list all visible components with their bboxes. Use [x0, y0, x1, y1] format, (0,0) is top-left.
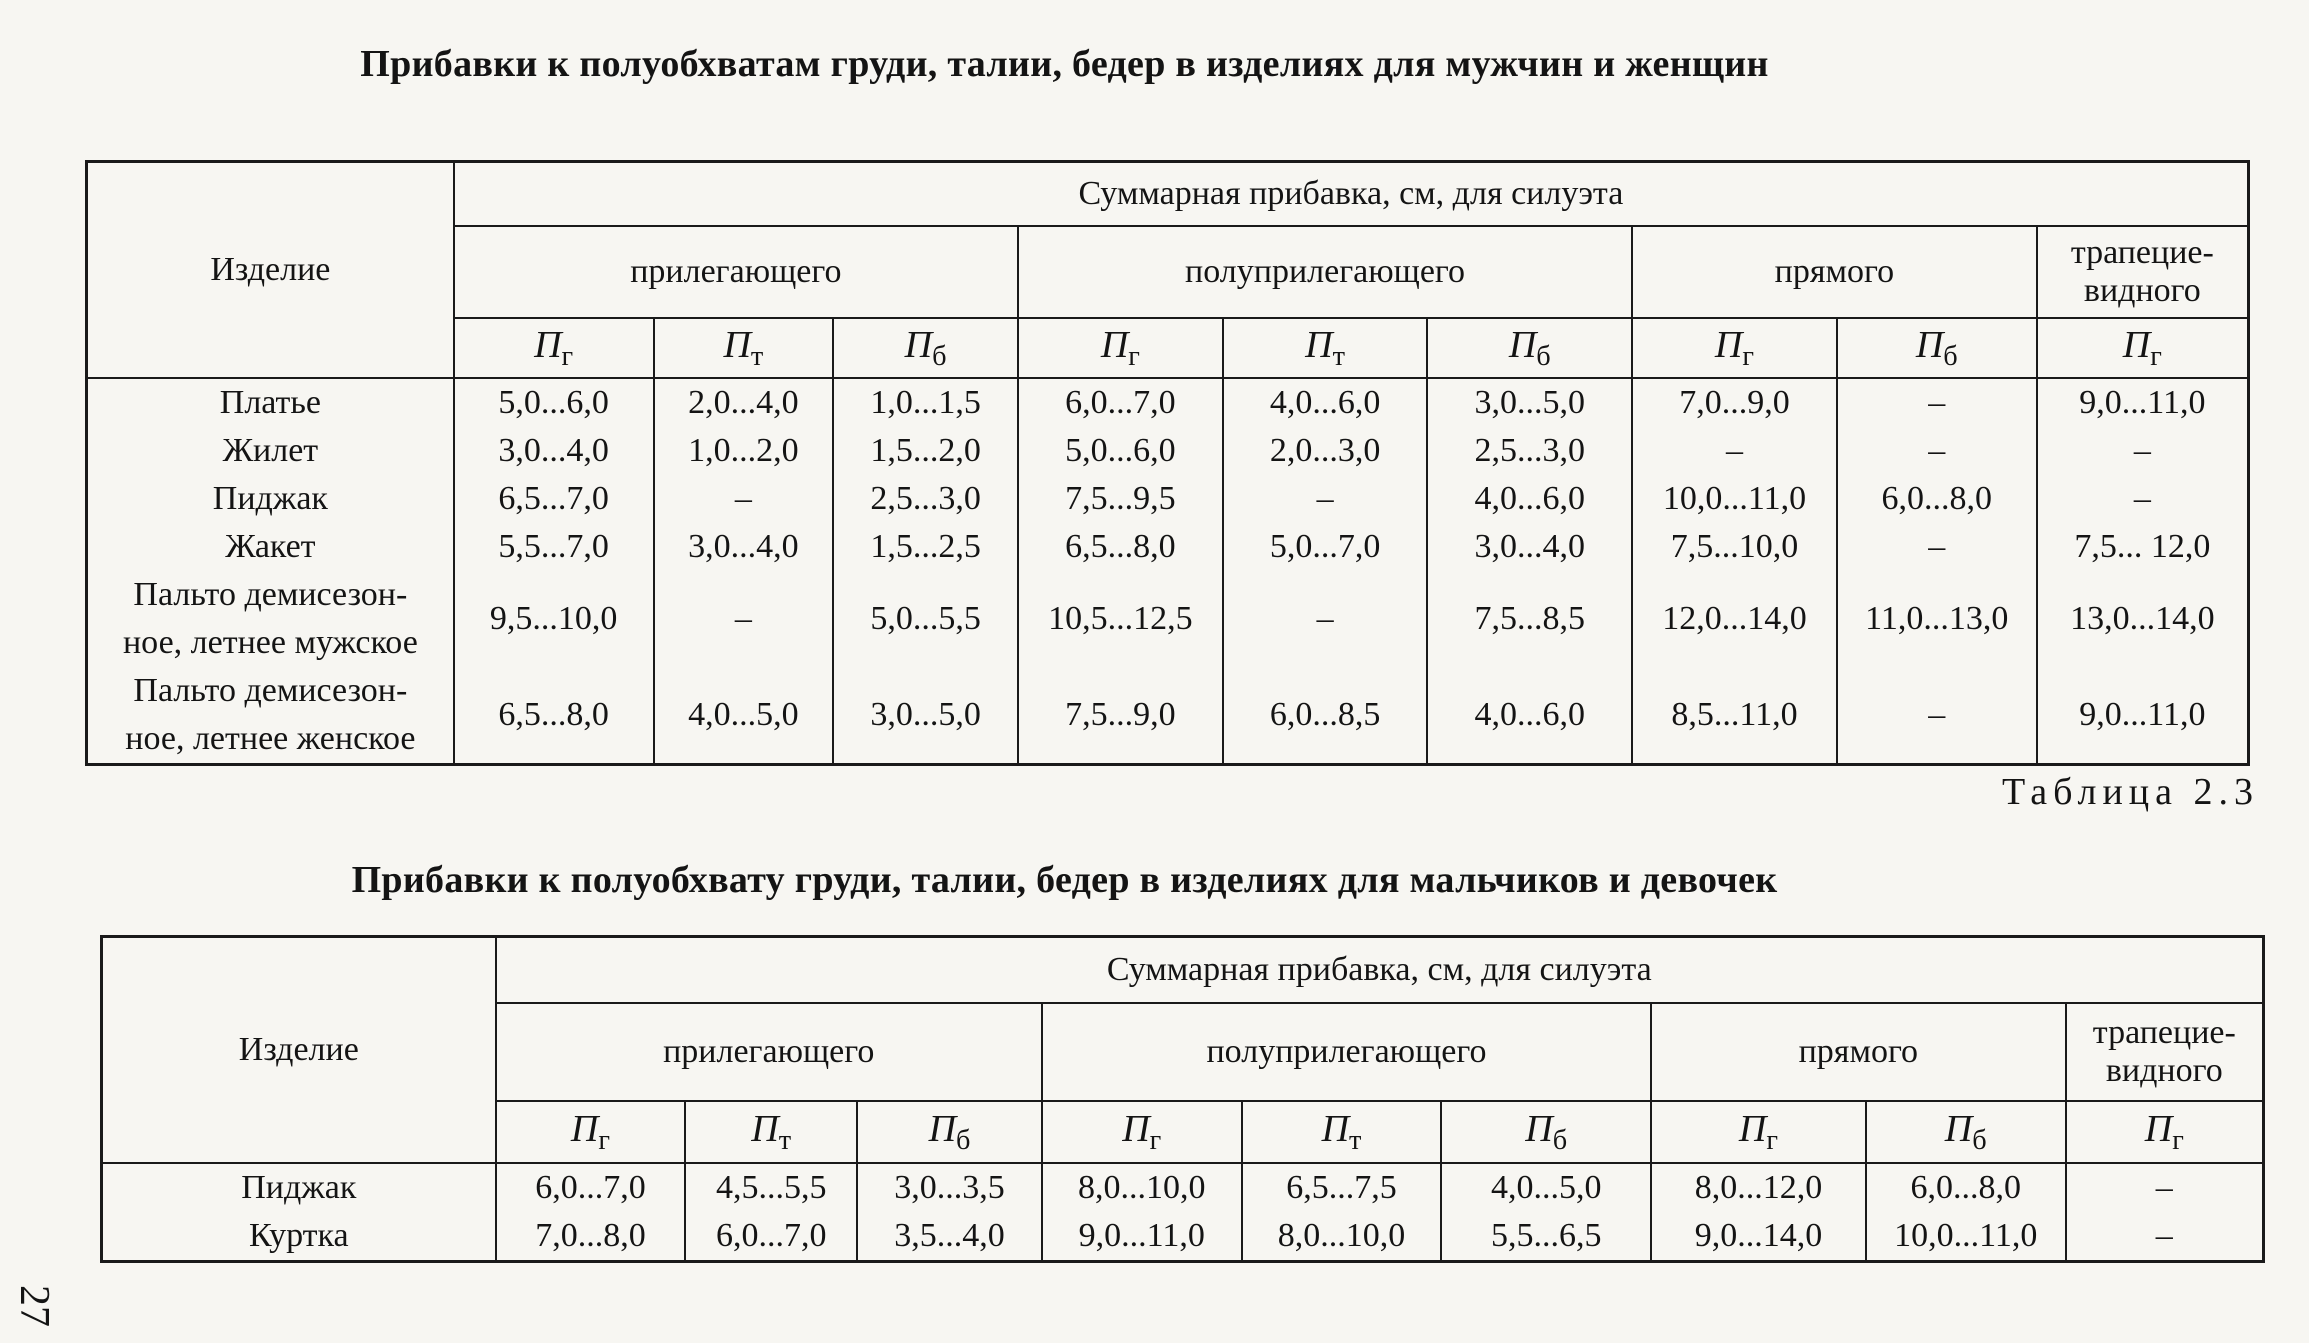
- table-cell: 8,5...11,0: [1671, 695, 1798, 733]
- table-cell: 2,0...3,0: [1269, 431, 1381, 469]
- symbol-letter: П: [1944, 1107, 1973, 1150]
- table-cell: –: [1928, 383, 1946, 421]
- group-header: Суммарная прибавка, см, для силуэта: [496, 937, 2264, 1003]
- value-column: [454, 378, 654, 765]
- item-names-column: [87, 378, 454, 765]
- item-name: Пиджак: [241, 1168, 357, 1206]
- value-column: [1427, 378, 1632, 765]
- table-cell: 13,0...14,0: [2070, 599, 2215, 637]
- silhouette-trapeze-line1: трапецие-: [2092, 1013, 2236, 1051]
- symbol-header: [1866, 1101, 2066, 1163]
- value-column: [1242, 1163, 1442, 1262]
- value-column: [654, 378, 834, 765]
- table-cell: 6,5...8,0: [498, 695, 609, 733]
- table-cell: –: [1725, 431, 1743, 469]
- symbol-header: [833, 318, 1018, 378]
- table-cell: 10,5...12,5: [1048, 599, 1193, 637]
- value-column: [1441, 1163, 1651, 1262]
- value-column: [833, 378, 1018, 765]
- symbol-header: [1651, 1101, 1866, 1163]
- group-header: Суммарная прибавка, см, для силуэта: [454, 162, 2249, 226]
- symbol-letter: П: [723, 323, 751, 366]
- item-name: Пиджак: [212, 479, 328, 517]
- silhouette-trapeze-line2: видного: [2083, 271, 2201, 309]
- table-cell: 5,5...7,0: [498, 527, 609, 565]
- item-name: ное, летнее мужское: [122, 623, 418, 661]
- table-cell: –: [1928, 695, 1946, 733]
- symbol-letter: П: [1100, 323, 1129, 366]
- table-cell: 8,0...12,0: [1694, 1168, 1823, 1206]
- table-cell: 5,5...6,5: [1490, 1216, 1602, 1254]
- table-cell: 6,0...7,0: [535, 1168, 646, 1206]
- table-cell: 3,0...5,0: [1474, 383, 1585, 421]
- symbol-subscript: г: [1766, 1124, 1778, 1156]
- symbol-subscript: б: [1552, 1124, 1568, 1156]
- table-cell: 4,5...5,5: [715, 1168, 827, 1206]
- table-cell: 8,0...10,0: [1277, 1216, 1406, 1254]
- symbol-subscript: т: [778, 1124, 792, 1156]
- table-cell: 3,5...4,0: [894, 1216, 1005, 1254]
- item-name: ное, летнее женское: [125, 719, 416, 757]
- item-name: Куртка: [248, 1216, 349, 1254]
- table1: [85, 160, 2250, 766]
- table-cell: 3,0...5,0: [870, 695, 981, 733]
- table-cell: 7,0...8,0: [535, 1216, 646, 1254]
- symbol-letter: П: [570, 1107, 599, 1150]
- table-cell: 6,0...8,0: [1910, 1168, 2021, 1206]
- value-column: [1651, 1163, 1866, 1262]
- symbol-letter: П: [1508, 323, 1537, 366]
- item-header: Изделие: [102, 937, 496, 1163]
- table-cell: 10,0...11,0: [1894, 1216, 2038, 1254]
- table-cell: 4,0...6,0: [1474, 479, 1585, 517]
- table-cell: 5,0...5,5: [870, 599, 981, 637]
- value-column: [2066, 1163, 2264, 1262]
- table-cell: 6,5...7,0: [498, 479, 609, 517]
- symbol-subscript: б: [1972, 1124, 1987, 1156]
- table-cell: –: [2133, 479, 2151, 517]
- table-cell: 3,0...4,0: [1474, 527, 1585, 565]
- table-cell: 5,0...6,0: [498, 383, 609, 421]
- table-cell: 8,0...10,0: [1078, 1168, 1206, 1206]
- table-cell: 7,5...9,5: [1065, 479, 1176, 517]
- table-cell: 11,0...13,0: [1865, 599, 2009, 637]
- symbol-letter: П: [904, 323, 933, 366]
- symbol-letter: П: [1525, 1107, 1553, 1150]
- silhouette-trapeze: [2037, 226, 2249, 318]
- table-cell: 9,0...11,0: [1078, 1216, 1205, 1254]
- table-cell: 4,0...5,0: [1490, 1168, 1602, 1206]
- table-cell: 9,0...11,0: [2079, 383, 2206, 421]
- table-cell: –: [2155, 1168, 2173, 1206]
- symbol-letter: П: [1915, 323, 1944, 366]
- table-cell: 1,5...2,0: [870, 431, 981, 469]
- value-column: [2037, 378, 2249, 765]
- symbol-header: [1042, 1101, 1242, 1163]
- table-cell: –: [734, 599, 752, 637]
- symbol-header: [1837, 318, 2037, 378]
- value-column: [1632, 378, 1837, 765]
- silhouette-trapeze-line1: трапецие-: [2070, 233, 2214, 271]
- symbol-subscript: б: [1536, 340, 1551, 372]
- silhouette-trapeze: [2066, 1003, 2264, 1101]
- symbol-header: [2066, 1101, 2264, 1163]
- table-cell: 7,5...10,0: [1670, 527, 1799, 565]
- table-cell: –: [734, 479, 752, 517]
- table-cell: 9,5...10,0: [489, 599, 618, 637]
- item-name: Жилет: [222, 431, 319, 469]
- symbol-subscript: т: [1332, 340, 1346, 372]
- symbol-subscript: г: [1149, 1124, 1162, 1156]
- symbol-header: [654, 318, 834, 378]
- table-cell: 2,5...3,0: [1474, 431, 1585, 469]
- symbol-subscript: г: [561, 340, 574, 372]
- symbol-header: [857, 1101, 1042, 1163]
- value-column: [1866, 1163, 2066, 1262]
- table2-title: Прибавки к полуобхвату груди, талии, бедер в изделиях для мальчиков и девочек: [351, 859, 1778, 901]
- symbol-letter: П: [1305, 323, 1333, 366]
- symbol-header: [1018, 318, 1223, 378]
- table-cell: 1,0...2,0: [688, 431, 799, 469]
- table-cell: 7,5...8,5: [1474, 599, 1585, 637]
- table-cell: 7,5...9,0: [1065, 695, 1176, 733]
- symbol-header: [685, 1101, 857, 1163]
- table-cell: 9,0...14,0: [1694, 1216, 1823, 1254]
- table-cell: 4,0...5,0: [688, 695, 799, 733]
- symbol-letter: П: [1122, 1107, 1150, 1150]
- table2: [100, 935, 2265, 1263]
- symbol-header: [2037, 318, 2249, 378]
- symbol-subscript: г: [1742, 340, 1754, 372]
- symbol-letter: П: [2144, 1107, 2173, 1150]
- symbol-subscript: б: [932, 340, 947, 372]
- table-caption: Таблица 2.3: [2001, 771, 2259, 813]
- table-cell: –: [1316, 479, 1334, 517]
- table-cell: 2,5...3,0: [870, 479, 981, 517]
- table-cell: 6,5...7,5: [1286, 1168, 1397, 1206]
- symbol-subscript: г: [2150, 340, 2162, 372]
- symbol-letter: П: [534, 323, 562, 366]
- symbol-letter: П: [928, 1107, 957, 1150]
- value-column: [1837, 378, 2037, 765]
- silhouette-semi-fitted: полуприлегающего: [1042, 1003, 1651, 1101]
- table-cell: –: [1316, 599, 1334, 637]
- value-column: [857, 1163, 1042, 1262]
- table-body-row: [87, 378, 2249, 765]
- table-cell: 1,5...2,5: [870, 527, 981, 565]
- table-cell: –: [2155, 1216, 2173, 1254]
- table-body-row: [102, 1163, 2264, 1262]
- table-cell: 6,0...8,0: [1881, 479, 1992, 517]
- item-name: Пальто демисезон-: [133, 671, 408, 709]
- symbol-header: [1441, 1101, 1651, 1163]
- silhouette-straight: прямого: [1651, 1003, 2066, 1101]
- table-cell: 9,0...11,0: [2079, 695, 2206, 733]
- table-cell: 4,0...6,0: [1269, 383, 1381, 421]
- table-cell: 6,0...7,0: [715, 1216, 827, 1254]
- value-column: [685, 1163, 857, 1262]
- symbol-header: [1632, 318, 1837, 378]
- item-names-column: [102, 1163, 496, 1262]
- symbol-subscript: б: [956, 1124, 971, 1156]
- table-cell: 10,0...11,0: [1662, 479, 1807, 517]
- symbol-subscript: т: [1349, 1124, 1362, 1156]
- table-cell: 5,0...6,0: [1065, 431, 1176, 469]
- table-cell: 7,0...9,0: [1679, 383, 1790, 421]
- silhouette-trapeze-line2: видного: [2105, 1051, 2223, 1089]
- symbol-letter: П: [1321, 1107, 1350, 1150]
- symbol-subscript: б: [1943, 340, 1958, 372]
- symbol-subscript: г: [598, 1124, 610, 1156]
- table-cell: 12,0...14,0: [1662, 599, 1807, 637]
- value-column: [1223, 378, 1428, 765]
- table-cell: 3,0...4,0: [688, 527, 799, 565]
- symbol-header: [496, 1101, 686, 1163]
- table-cell: 4,0...6,0: [1474, 695, 1585, 733]
- symbol-header: [1242, 1101, 1442, 1163]
- silhouette-fitted: прилегающего: [454, 226, 1018, 318]
- symbol-subscript: г: [1128, 340, 1140, 372]
- symbol-header: [1427, 318, 1632, 378]
- item-header: Изделие: [87, 162, 454, 378]
- table-cell: 3,0...3,5: [894, 1168, 1005, 1206]
- table1-title: Прибавки к полуобхватам груди, талии, бедер в изделиях для мужчин и женщин: [360, 43, 1769, 85]
- table-cell: –: [1928, 431, 1946, 469]
- value-column: [496, 1163, 686, 1262]
- silhouette-fitted: прилегающего: [496, 1003, 1042, 1101]
- table-cell: 1,0...1,5: [870, 383, 981, 421]
- table-cell: –: [2133, 431, 2151, 469]
- page-number: 27: [11, 1285, 57, 1327]
- item-name: Жакет: [225, 527, 316, 565]
- symbol-letter: П: [751, 1107, 779, 1150]
- table-cell: 6,5...8,0: [1065, 527, 1176, 565]
- symbol-header: [454, 318, 654, 378]
- item-name: Пальто демисезон-: [133, 575, 408, 613]
- symbol-subscript: г: [2172, 1124, 2184, 1156]
- symbol-header: [1223, 318, 1428, 378]
- table-cell: 5,0...7,0: [1269, 527, 1381, 565]
- value-column: [1018, 378, 1223, 765]
- table-cell: –: [1928, 527, 1946, 565]
- symbol-subscript: т: [750, 340, 764, 372]
- symbol-letter: П: [1714, 323, 1743, 366]
- symbol-letter: П: [2122, 323, 2151, 366]
- table-cell: 7,5... 12,0: [2074, 527, 2211, 565]
- table-cell: 6,0...8,5: [1269, 695, 1381, 733]
- item-name: Платье: [219, 383, 321, 421]
- table-cell: 2,0...4,0: [688, 383, 799, 421]
- silhouette-straight: прямого: [1632, 226, 2037, 318]
- value-column: [1042, 1163, 1242, 1262]
- table-cell: 3,0...4,0: [498, 431, 609, 469]
- symbol-letter: П: [1738, 1107, 1767, 1150]
- silhouette-semi-fitted: полуприлегающего: [1018, 226, 1632, 318]
- table-cell: 6,0...7,0: [1065, 383, 1176, 421]
